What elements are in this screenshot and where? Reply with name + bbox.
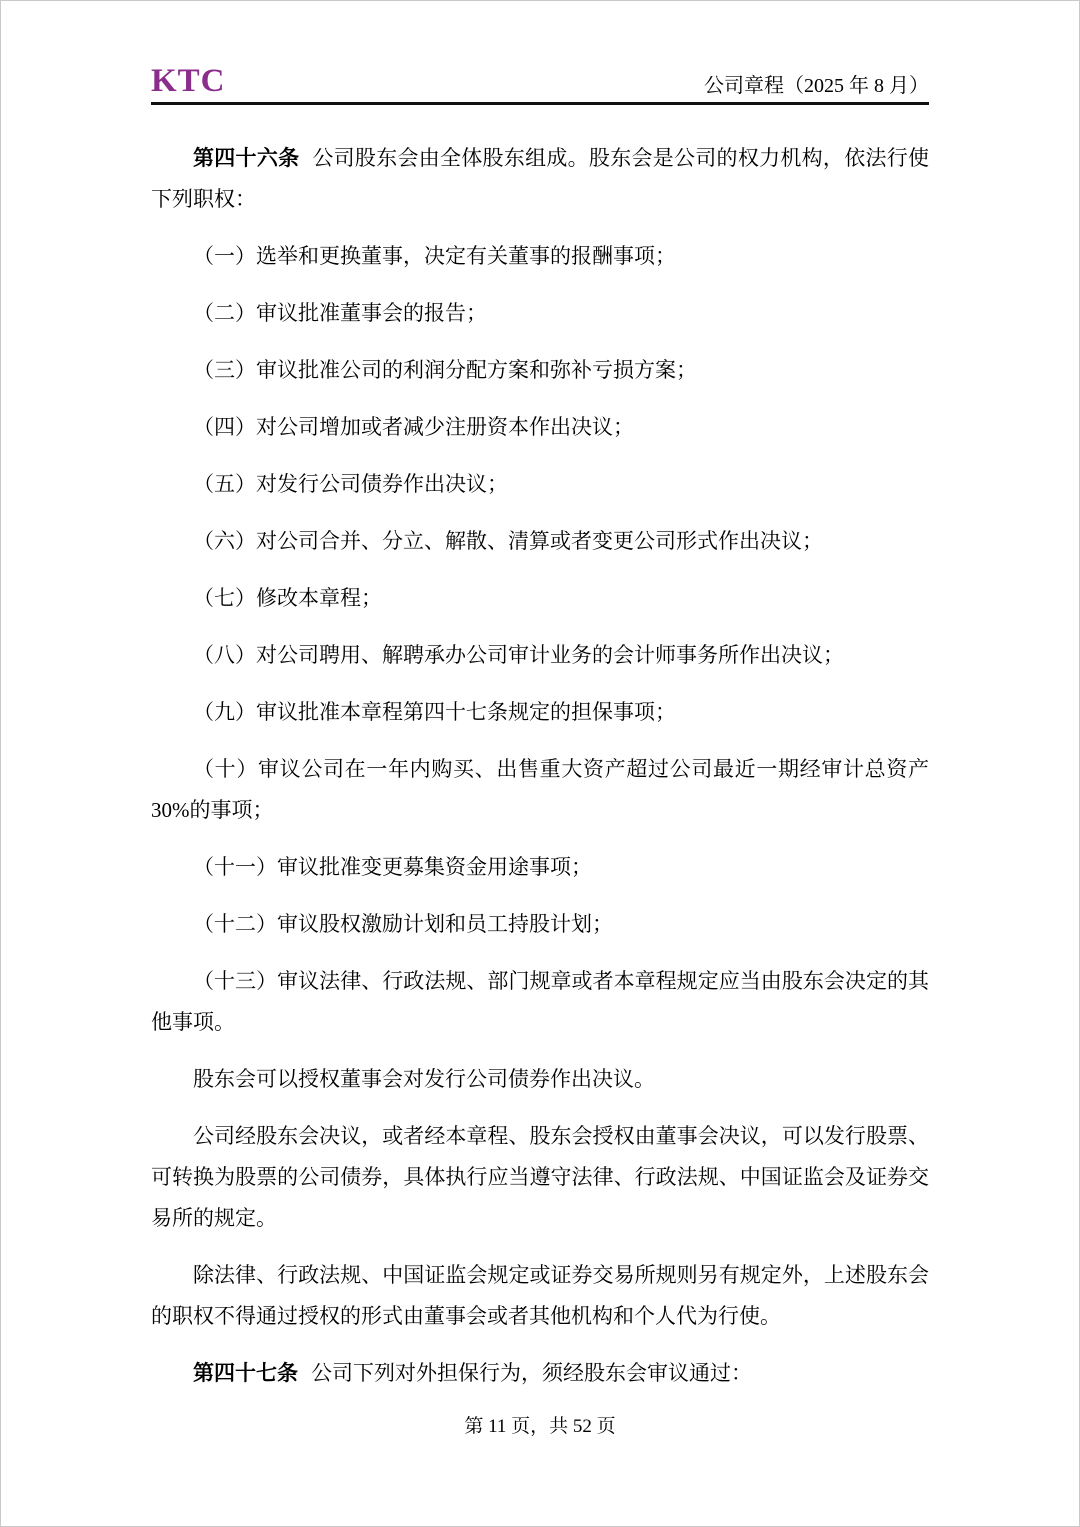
article-46-label: 第四十六条 [193, 147, 300, 170]
body-paragraph-no-delegation: 除法律、行政法规、中国证监会规定或证券交易所规则另有规定外，上述股东会的职权不得通过授权的形式由董事会或者其他机构和个人代为行使。 [151, 1263, 929, 1328]
body-paragraph-issue-shares: 公司经股东会决议，或者经本章程、股东会授权由董事会决议，可以发行股票、可转换为股票的公司债券，具体执行应当遵守法律、行政法规、中国证监会及证券交易所的规定。 [151, 1124, 929, 1230]
list-item-2: （二）审议批准董事会的报告； [193, 301, 487, 325]
article-47-label: 第四十七条 [193, 1362, 298, 1385]
brand-logo: KTC [151, 63, 226, 99]
list-item-6: （六）对公司合并、分立、解散、清算或者变更公司形式作出决议； [193, 529, 823, 553]
list-item-12: （十二）审议股权激励计划和员工持股计划； [193, 912, 613, 936]
list-item-11: （十一）审议批准变更募集资金用途事项； [193, 855, 592, 879]
article-47-text: 公司下列对外担保行为，须经股东会审议通过： [311, 1361, 752, 1385]
article-46-text: 公司股东会由全体股东组成。股东会是公司的权力机构，依法行使下列职权： [151, 146, 930, 211]
list-item-10: （十）审议公司在一年内购买、出售重大资产超过公司最近一期经审计总资产 30%的事项； [151, 757, 929, 822]
list-item-7: （七）修改本章程； [193, 586, 382, 610]
document-title: 公司章程（2025 年 8 月） [704, 75, 929, 97]
list-item-3: （三）审议批准公司的利润分配方案和弥补亏损方案； [193, 358, 697, 382]
list-item-9: （九）审议批准本章程第四十七条规定的担保事项； [193, 700, 676, 724]
list-item-8: （八）对公司聘用、解聘承办公司审计业务的会计师事务所作出决议； [193, 643, 844, 667]
page-number: 第 11 页，共 52 页 [464, 1416, 616, 1437]
list-item-1: （一）选举和更换董事，决定有关董事的报酬事项； [193, 244, 676, 268]
list-item-13: （十三）审议法律、行政法规、部门规章或者本章程规定应当由股东会决定的其他事项。 [151, 969, 929, 1034]
list-item-5: （五）对发行公司债券作出决议； [193, 472, 508, 496]
page-header [151, 1, 929, 105]
list-item-4: （四）对公司增加或者减少注册资本作出决议； [193, 415, 634, 439]
body-paragraph-authorize: 股东会可以授权董事会对发行公司债券作出决议。 [193, 1067, 655, 1091]
page-footer [1, 1411, 1079, 1438]
article-46-paragraph [151, 138, 929, 220]
document-body [151, 138, 929, 1394]
article-47-paragraph [151, 1353, 929, 1394]
